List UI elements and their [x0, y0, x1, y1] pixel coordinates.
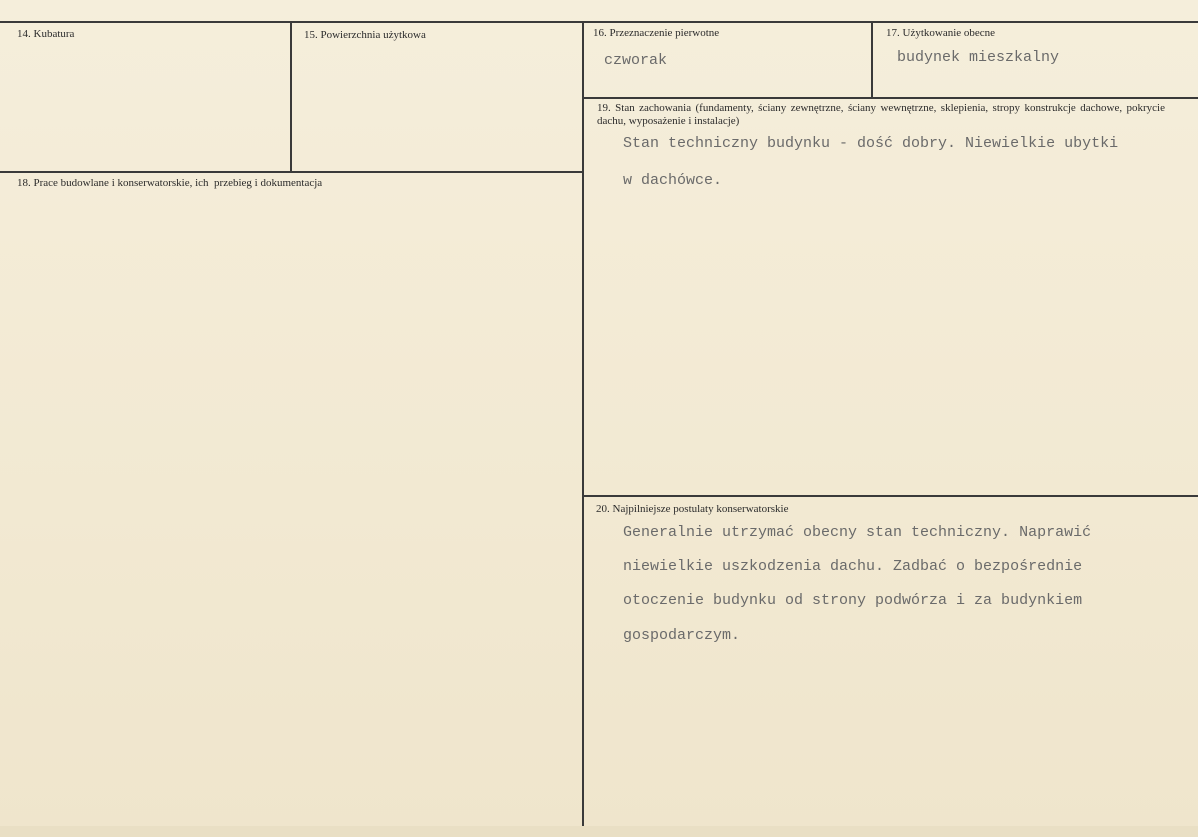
- field-20-label: 20. Najpilniejsze postulaty konserwatorskie: [596, 503, 789, 515]
- field-18-label: 18. Prace budowlane i konserwatorskie, ich przebieg i dokumentacja: [17, 177, 323, 189]
- field-17-value: budynek mieszkalny: [897, 49, 1060, 66]
- top-rule: [0, 21, 1198, 23]
- field-19-line-2: w dachówce.: [623, 172, 723, 189]
- paper-bottom-edge: [0, 826, 1198, 837]
- field-15-label: 15. Powierzchnia użytkowa: [304, 29, 426, 41]
- field-14-label: 14. Kubatura: [17, 28, 75, 40]
- rule-under-16-17: [583, 97, 1198, 99]
- rule-above-20: [583, 495, 1198, 497]
- field-20-line-4: gospodarczym.: [623, 627, 741, 644]
- rule-under-14-15: [0, 171, 583, 173]
- field-19-label: 19. Stan zachowania (fundamenty, ściany zewnętrzne, ściany wewnętrzne, sklepienia, stropy konstrukcje dachowe, pokrycie dachu, wyposażenie i instalacje): [597, 102, 1165, 127]
- field-16-label: 16. Przeznaczenie pierwotne: [593, 27, 720, 39]
- field-20-line-3: otoczenie budynku od strony podwórza i za budynkiem: [623, 592, 1083, 609]
- divider-16-17: [871, 21, 873, 97]
- divider-14-15: [290, 21, 292, 171]
- field-19-line-1: Stan techniczny budynku - dość dobry. Niewielkie ubytki: [623, 135, 1119, 152]
- main-divider: [582, 21, 584, 826]
- field-16-value: czworak: [604, 52, 668, 69]
- field-17-label: 17. Użytkowanie obecne: [886, 27, 996, 39]
- field-20-line-2: niewielkie uszkodzenia dachu. Zadbać o bezpośrednie: [623, 558, 1083, 575]
- field-20-line-1: Generalnie utrzymać obecny stan techniczny. Naprawić: [623, 524, 1092, 541]
